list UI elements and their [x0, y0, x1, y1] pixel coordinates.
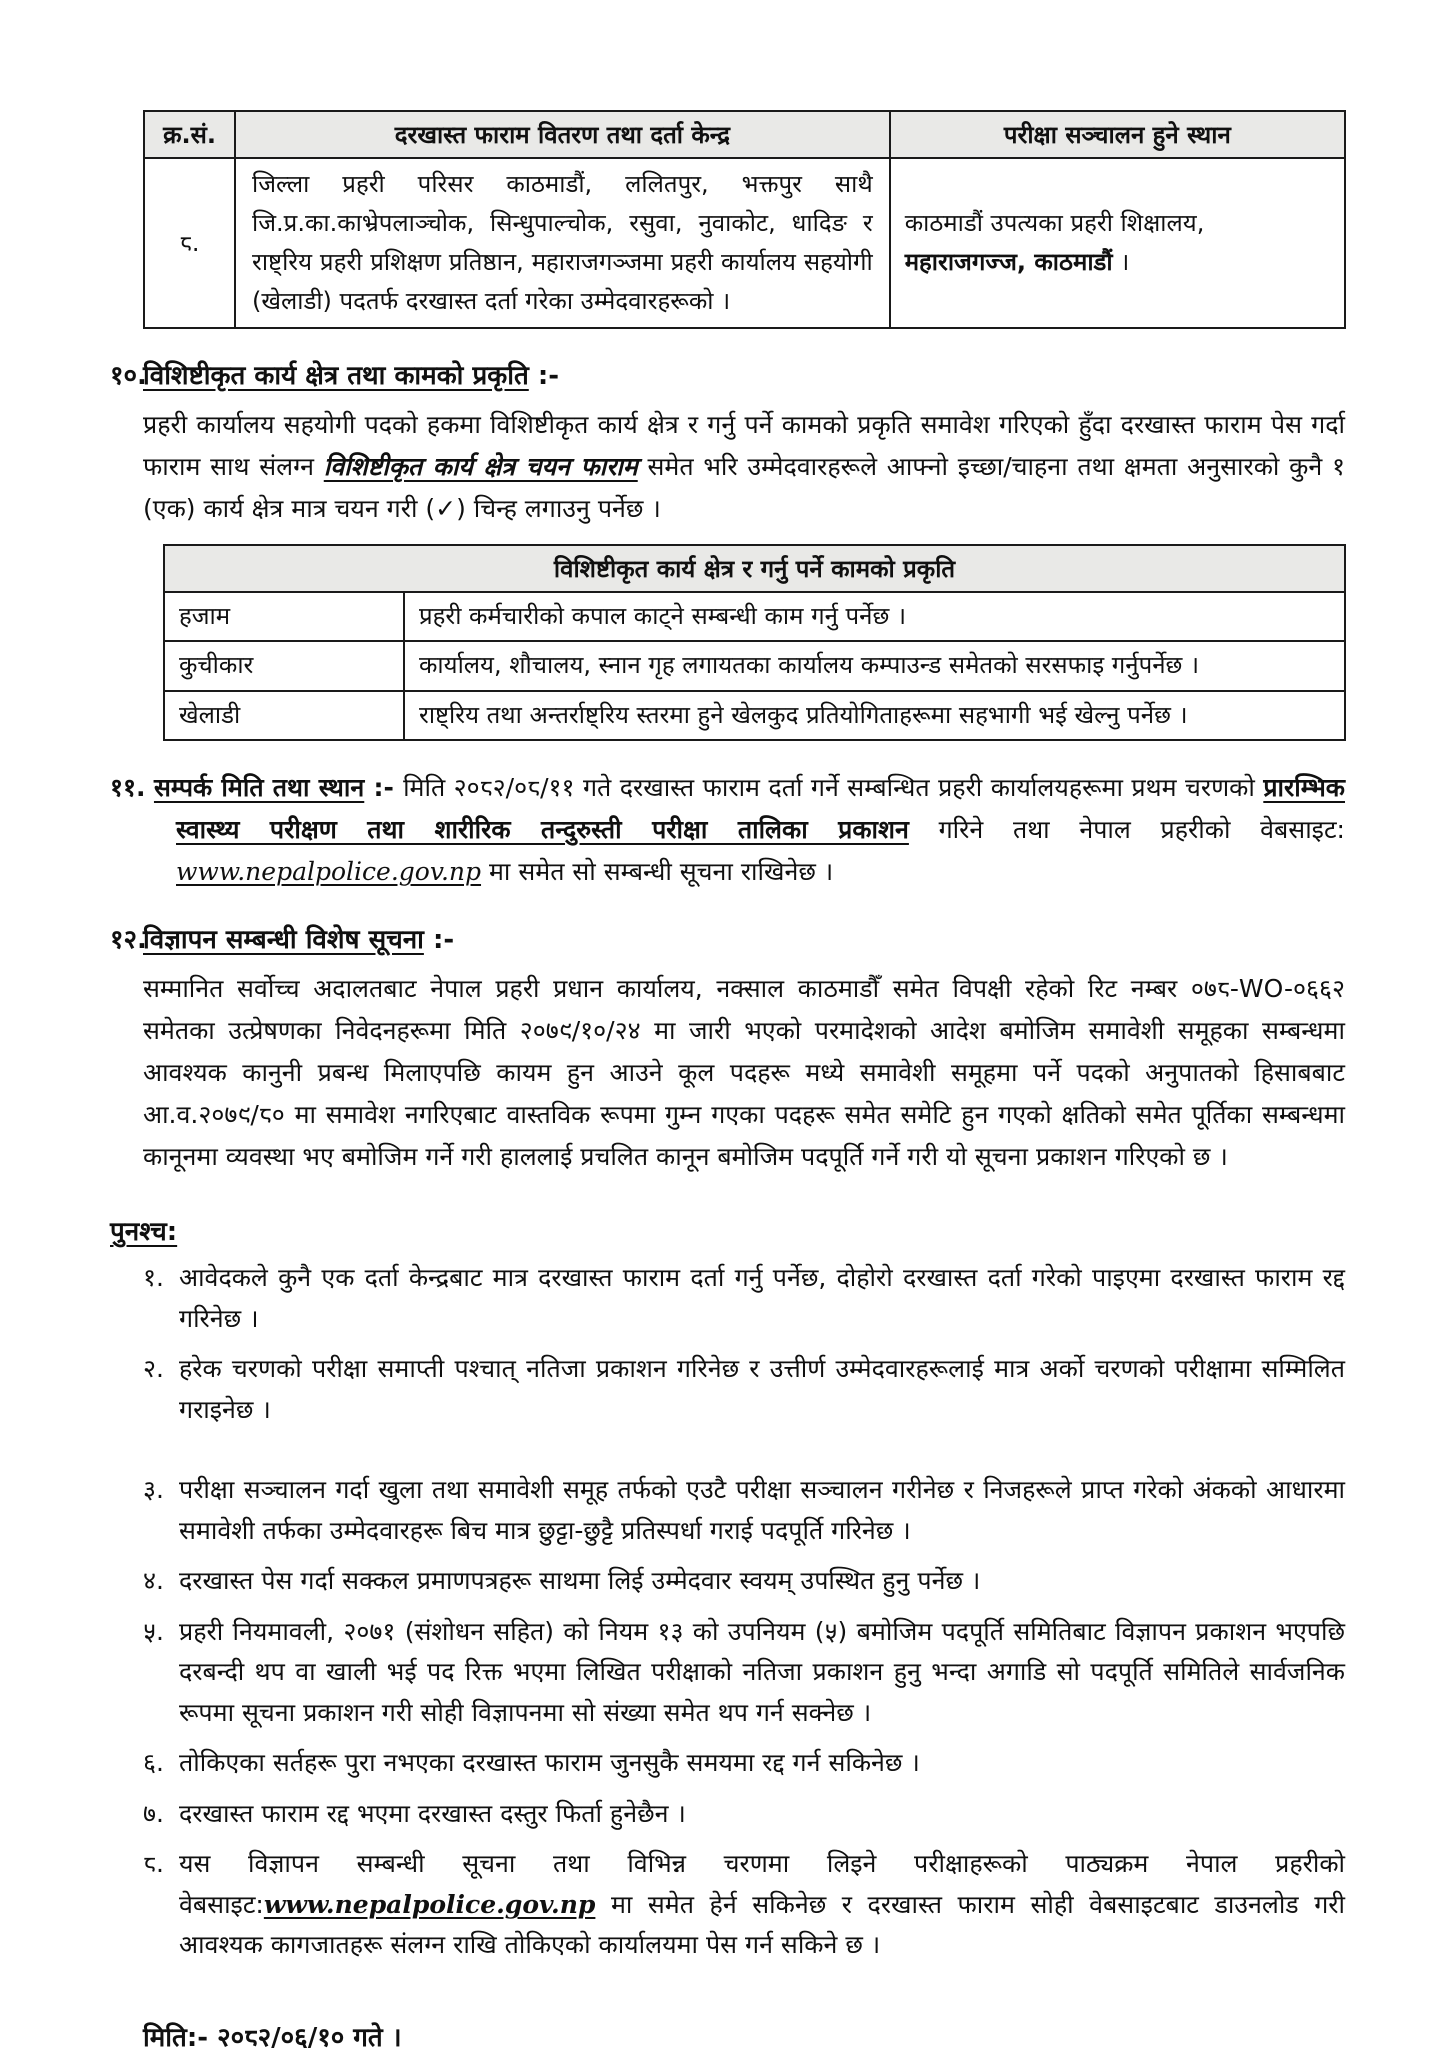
work-area-name: खेलाडी: [164, 691, 404, 740]
table1-header-venue: परीक्षा सञ्चालन हुने स्थान: [890, 111, 1345, 158]
section-10-text-pre: प्रहरी कार्यालय सहयोगी पदको हकमा विशिष्टीकृत कार्य क्षेत्र र गर्नु पर्ने कामको प्रकृति समावेश गरिएको हुँदा दरखास्त फाराम पेस गर्दा फाराम साथ संलग्न: [143, 410, 1345, 482]
section-10-title: [143, 355, 559, 399]
venue-text: काठमाडौं उपत्यका प्रहरी शिक्षालय,: [904, 208, 1205, 237]
item-text: दरखास्त फाराम रद्द भएमा दरखास्त दस्तुर फिर्ता हुनेछैन ।: [179, 1798, 686, 1828]
item-number: ४.: [143, 1566, 164, 1596]
item-number: ८.: [143, 1849, 164, 1879]
section-11-title: सम्पर्क मिति तथा स्थान: [153, 772, 365, 802]
item-number: ७.: [143, 1798, 164, 1828]
item-number: ५.: [143, 1616, 164, 1646]
venue-bold-text: महाराजगज्ज, काठमाडौं: [904, 247, 1113, 276]
section-10: [110, 355, 1345, 531]
section-11-text-post: मा समेत सो सम्बन्धी सूचना राखिनेछ ।: [481, 856, 834, 886]
list-item: [143, 1743, 1345, 1784]
table2-title: विशिष्टीकृत कार्य क्षेत्र र गर्नु पर्ने कामको प्रकृति: [164, 545, 1345, 592]
work-area-desc: राष्ट्रिय तथा अन्तर्राष्ट्रिय स्तरमा हुने खेलकुद प्रतियोगिताहरूमा सहभागी भई खेल्नु पर्नेछ ।: [404, 691, 1345, 740]
postscript-heading-text: पुनश्च:: [110, 1217, 178, 1248]
section-12-heading: [110, 919, 1345, 963]
section-11-text-pre: मिति २०८२/०८/११ गते दरखास्त फाराम दर्ता गर्ने सम्बन्धित प्रहरी कार्यालयहरूमा प्रथम चरणको: [403, 772, 1264, 802]
table1-cell-venue: [890, 158, 1345, 328]
section-10-title-text: विशिष्टीकृत कार्य क्षेत्र तथा कामको प्रकृति: [143, 360, 529, 391]
nepal-police-website-link[interactable]: www.nepalpolice.gov.np: [176, 856, 482, 886]
postscript-list: [110, 1258, 1345, 1966]
item-number: १.: [143, 1263, 164, 1293]
section-11-paragraph: [110, 767, 1345, 893]
section-10-paragraph: [143, 404, 1345, 530]
work-area-name: कुचीकार: [164, 641, 404, 690]
item-text: तोकिएका सर्तहरू पुरा नभएका दरखास्त फाराम जुनसुकै समयमा रद्द गर्न सकिनेछ ।: [179, 1748, 920, 1778]
table1-cell-sn: ८.: [144, 158, 235, 328]
table-row: [144, 158, 1345, 328]
venue-end: ।: [1112, 247, 1130, 276]
list-item: [143, 1794, 1345, 1835]
section-11-number: ११.: [110, 772, 146, 802]
selection-form-emphasis: विशिष्टीकृत कार्य क्षेत्र चयन फाराम: [323, 452, 638, 482]
item-text: परीक्षा सञ्चालन गर्दा खुला तथा समावेशी समूह तर्फको एउटै परीक्षा सञ्चालन गरीनेछ र निजहरूले प्राप्त गरेको अंकको आधारमा समावेशी तर्फका उम्मेदवारहरू बिच मात्र छुट्टा-छुट्टै प्रतिस्पर्धा गराई पदपूर्ति गरिनेछ ।: [179, 1475, 1345, 1545]
section-10-heading: [110, 355, 1345, 399]
item-number: २.: [143, 1354, 164, 1384]
item-text: आवेदकले कुनै एक दर्ता केन्द्रबाट मात्र दरखास्त फाराम दर्ता गर्नु पर्नेछ, दोहोरो दरखास्त दर्ता गरेको पाइएमा दरखास्त फाराम रद्द गरिनेछ ।: [179, 1263, 1345, 1333]
table2-header-row: [164, 545, 1345, 592]
item-text: हरेक चरणको परीक्षा समाप्ती पश्चात् नतिजा प्रकाशन गरिनेछ र उत्तीर्ण उम्मेदवारहरूलाई मात्र अर्को चरणको परीक्षामा सम्मिलित गराइनेछ ।: [179, 1354, 1345, 1424]
item-text: प्रहरी नियमावली, २०७१ (संशोधन सहित) को नियम १३ को उपनियम (५) बमोजिम पदपूर्ति समितिबाट विज्ञापन प्रकाशन भएपछि दरबन्दी थप वा खाली भई पद रिक्त भएमा लिखित परीक्षाको नतिजा प्रकाशन हुनु भन्दा अगाडि सो पदपूर्ति समितिले सार्वजनिक रूपमा सूचना प्रकाशन गरी सोही विज्ञापनमा सो संख्या समेत थप गर्न सक्नेछ ।: [179, 1616, 1345, 1727]
nepal-police-website-link[interactable]: www.nepalpolice.gov.np: [263, 1889, 596, 1919]
section-11-colon: :-: [364, 772, 404, 802]
notice-date: [143, 2018, 1345, 2048]
list-item: [143, 1844, 1345, 1966]
table1-header-row: [144, 111, 1345, 158]
list-item: [143, 1561, 1345, 1602]
list-item: [143, 1470, 1345, 1551]
table-row: [164, 592, 1345, 641]
table1-header-sn: क्र.सं.: [144, 111, 235, 158]
item8-text-pre: यस विज्ञापन सम्बन्धी सूचना तथा विभिन्न चरणमा लिइने परीक्षाहरूको पाठ्यक्रम नेपाल प्रहरीको वेबसाइट:: [179, 1849, 1345, 1919]
section-10-colon: :-: [528, 360, 560, 391]
table-row: [164, 641, 1345, 690]
section-12-paragraph: सम्मानित सर्वोच्च अदालतबाट नेपाल प्रहरी प्रधान कार्यालय, नक्साल काठमाडौँ समेत विपक्षी रहेको रिट नम्बर ०७८-WO-०६६२ समेतका उत्प्रेषणका निवेदनहरूमा मिति २०७९/१०/२४ मा जारी भएको परमादेशको आदेश बमोजिम समावेशी समूहका सम्बन्धमा आवश्यक कानुनी प्रबन्ध मिलाएपछि कायम हुन आउने कूल पदहरू मध्ये समावेशी समूहमा पर्ने पदको अनुपातको हिसाबबाट आ.व.२०७९/८० मा समावेश नगरिएबाट वास्तविक रूपमा गुम्न गएका पदहरू समेत समेटि हुन गएको क्षतिको समेत पूर्तिका सम्बन्धमा कानूनमा व्यवस्था भए बमोजिम गर्ने गरी हाललाई प्रचलित कानून बमोजिम पदपूर्ति गर्ने गरी यो सूचना प्रकाशन गरिएको छ ।: [143, 974, 1345, 1172]
work-area-name: हजाम: [164, 592, 404, 641]
list-item: [143, 1258, 1345, 1339]
registration-centers-table: [143, 110, 1346, 329]
item8-text-post: मा समेत हेर्न सकिनेछ र दरखास्त फाराम सोही वेबसाइटबाट डाउनलोड गरी आवश्यक कागजातहरू संलग्न राखि तोकिएको कार्यालयमा पेस गर्न सकिने छ ।: [179, 1889, 1345, 1960]
section-12-colon: :-: [423, 924, 455, 955]
work-area-table: [163, 544, 1346, 741]
work-area-desc: प्रहरी कर्मचारीको कपाल काट्ने सम्बन्धी काम गर्नु पर्नेछ ।: [404, 592, 1345, 641]
item-text: दरखास्त पेस गर्दा सक्कल प्रमाणपत्रहरू साथमा लिई उम्मेदवार स्वयम् उपस्थित हुनु पर्नेछ ।: [179, 1566, 981, 1596]
work-area-desc: कार्यालय, शौचालय, स्नान गृह लगायतका कार्यालय कम्पाउन्ड समेतको सरसफाइ गर्नुपर्नेछ ।: [404, 641, 1345, 690]
item-text: [179, 1844, 1345, 1966]
section-10-number: १०.: [110, 360, 147, 391]
table1-cell-centers: जिल्ला प्रहरी परिसर काठमाडौं, ललितपुर, भक्तपुर साथै जि.प्र.का.काभ्रेपलाञ्चोक, सिन्धुपाल्चोक, रसुवा, नुवाकोट, धादिङ र राष्ट्रिय प्रहरी प्रशिक्षण प्रतिष्ठान, महाराजगञ्जमा प्रहरी कार्यालय सहयोगी (खेलाडी) पदतर्फ दरखास्त दर्ता गरेका उम्मेदवारहरूको ।: [235, 158, 890, 328]
section-12-title: [143, 919, 454, 963]
section-12: [110, 919, 1345, 1179]
item-number: ३.: [143, 1475, 164, 1505]
section-12-number: १२.: [110, 924, 147, 955]
section-10-text-post: समेत भरि उम्मेदवारहरूले आफ्नो इच्छा/चाहना तथा क्षमता अनुसारको कुनै १ (एक) कार्य क्षेत्र मात्र चयन गरी (✓) चिन्ह लगाउनु पर्नेछ ।: [143, 452, 1345, 524]
postscript-heading: [110, 1212, 1345, 1248]
section-11: [110, 767, 1345, 893]
section-12-title-text: विज्ञापन सम्बन्धी विशेष सूचना: [143, 924, 424, 955]
list-item: [143, 1612, 1345, 1734]
table-row: [164, 691, 1345, 740]
item-number: ६.: [143, 1748, 164, 1778]
table1-header-centers: दरखास्त फाराम वितरण तथा दर्ता केन्द्र: [235, 111, 890, 158]
exam-schedule-emphasis: प्रारम्भिक स्वास्थ्य परीक्षण तथा शारीरिक तन्दुरुस्ती परीक्षा तालिका प्रकाशन: [176, 772, 1345, 844]
list-item: [143, 1349, 1345, 1430]
section-11-text-mid: गरिने तथा नेपाल प्रहरीको वेबसाइट:: [908, 814, 1345, 844]
notice-date-text: मिति:- २०८२/०६/१० गते ।: [143, 2022, 402, 2048]
